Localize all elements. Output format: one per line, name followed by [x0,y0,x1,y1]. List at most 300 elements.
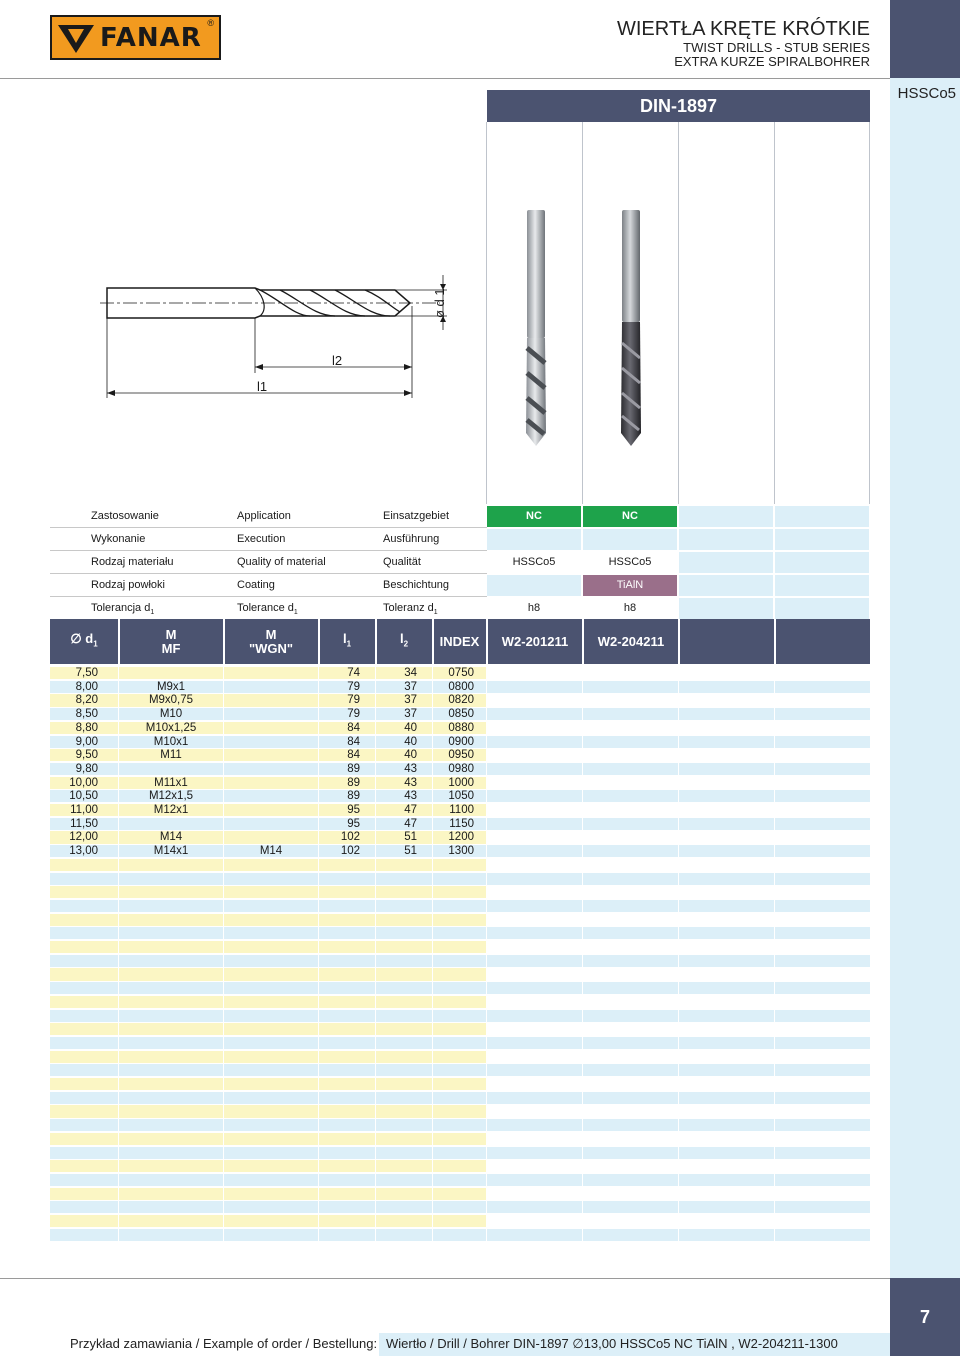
table-header [50,619,870,664]
cell-wgn [224,749,318,763]
cell-mf: M14 [159,831,183,844]
row-cell-bg [775,1023,870,1035]
row-cell-bg [487,927,582,939]
cell-index: 1300 [448,845,474,858]
material-tab[interactable]: HSSCo5 [897,85,956,102]
row-cell-bg [376,1133,432,1145]
row-cell-bg [50,927,118,939]
table-row [50,1133,870,1147]
table-row [50,1023,870,1037]
row-cell-bg [487,722,582,734]
table-row [50,831,870,845]
row-cell-bg [376,955,432,967]
row-cell-bg [775,873,870,885]
row-cell-bg [679,873,774,885]
row-cell-bg [775,763,870,775]
title-de: EXTRA KURZE SPIRALBOHRER [674,54,870,69]
row-cell-bg [775,1010,870,1022]
cell-index: 0750 [448,667,474,679]
row-cell-bg [487,1092,582,1104]
row-cell-bg [319,1133,375,1145]
table-row [50,1051,870,1065]
table-row [50,873,870,887]
row-cell-bg [583,1215,678,1227]
row-cell-bg [487,1201,582,1213]
column-divider [678,122,679,504]
row-cell-bg [319,1010,375,1022]
table-row [50,790,870,804]
row-cell-bg [119,1051,223,1063]
row-cell-bg [679,1037,774,1049]
drill-photo-tialn [615,208,647,448]
row-cell-bg [319,1147,375,1159]
cell-wgn [224,818,318,832]
logo-v-icon [56,21,96,55]
table-row [50,1064,870,1078]
header-divider [678,619,680,664]
row-cell-bg [119,1215,223,1227]
table-row [50,859,870,873]
row-cell-bg [50,1188,118,1200]
empty-product-cell [679,552,773,573]
row-cell-bg [433,900,486,912]
cell-wgn: M14 [259,845,283,858]
row-cell-bg [50,996,118,1008]
header-d1: ∅ $d_1$ [70,630,98,649]
cell-index: 0880 [448,721,474,734]
row-cell-bg [224,1147,318,1159]
row-cell-bg [679,955,774,967]
product-property-value [583,529,677,550]
table-row [50,927,870,941]
row-cell-bg [50,1051,118,1063]
row-cell-bg [224,873,318,885]
row-cell-bg [487,968,582,980]
cell-mf: M10x1 [153,735,189,748]
product-property-value: h8 [583,598,677,619]
cell-l2: 47 [404,804,417,816]
fanar-logo [50,15,221,60]
row-cell-bg [487,1064,582,1076]
row-cell-bg [775,996,870,1008]
row-cell-bg [50,1174,118,1186]
row-cell-bg [119,873,223,885]
column-divider [869,122,870,504]
row-cell-bg [224,1051,318,1063]
row-cell-bg [376,927,432,939]
row-cell-bg [433,1037,486,1049]
row-cell-bg [376,1051,432,1063]
cell-d1: 10,00 [69,776,98,789]
row-cell-bg [376,1105,432,1117]
cell-l2: 34 [404,667,417,679]
empty-product-cell [775,506,869,527]
row-cell-bg [487,873,582,885]
row-cell-bg [583,968,678,980]
table-row [50,996,870,1010]
page-number: 7 [919,1307,930,1327]
cell-d1: 11,50 [70,817,98,830]
property-label-en: Application [237,510,291,522]
property-label-en: Execution [237,533,286,545]
cell-l2: 37 [404,680,417,693]
row-cell-bg [376,1010,432,1022]
row-cell-bg [376,1174,432,1186]
row-cell-bg [487,982,582,994]
table-row [50,1201,870,1215]
row-cell-bg [679,1023,774,1035]
row-cell-bg [319,873,375,885]
row-cell-bg [487,900,582,912]
row-cell-bg [583,1037,678,1049]
row-cell-bg [224,859,318,871]
row-cell-bg [433,941,486,953]
row-cell-bg [775,818,870,830]
row-cell-bg [775,1133,870,1145]
row-cell-bg [487,790,582,802]
row-cell-bg [679,996,774,1008]
row-cell-bg [679,763,774,775]
cell-d1: 8,80 [75,721,98,734]
cell-l1: 84 [347,749,360,762]
row-cell-bg [679,790,774,802]
row-cell-bg [775,927,870,939]
empty-product-cell [775,529,869,550]
empty-product-cell [775,575,869,596]
row-cell-bg [583,722,678,734]
cell-index: 1050 [448,790,474,803]
cell-index: 0850 [448,708,474,721]
table-row [50,900,870,914]
row-cell-bg [775,681,870,693]
product-property-value: NC [487,506,581,527]
cell-l1: 79 [347,680,360,693]
row-cell-bg [319,914,375,926]
product-property-value [487,575,581,596]
row-cell-bg [433,1229,486,1241]
header-rule [0,78,890,79]
row-cell-bg [224,996,318,1008]
row-cell-bg [319,968,375,980]
row-cell-bg [119,886,223,898]
row-cell-bg [319,900,375,912]
row-cell-bg [679,1119,774,1131]
table-row [50,1147,870,1161]
cell-wgn [224,804,318,818]
property-text: Toleranz d [383,602,434,614]
row-cell-bg [433,996,486,1008]
row-cell-bg [376,1188,432,1200]
cell-mf: M11x1 [154,776,188,789]
product-property-value: HSSCo5 [583,552,677,573]
row-cell-bg [679,1215,774,1227]
row-cell-bg [775,736,870,748]
row-cell-bg [583,1229,678,1241]
row-cell-bg [775,886,870,898]
footer-rule [0,1278,890,1279]
row-cell-bg [50,1023,118,1035]
row-cell-bg [319,982,375,994]
row-cell-bg [487,1078,582,1090]
table-row [50,1010,870,1024]
row-cell-bg [775,1105,870,1117]
row-cell-bg [376,1147,432,1159]
row-cell-bg [775,804,870,816]
cell-index: 0820 [448,694,474,707]
row-cell-bg [487,777,582,789]
row-cell-bg [119,1229,223,1241]
row-cell-bg [50,1010,118,1022]
table-row [50,1078,870,1092]
row-cell-bg [679,1160,774,1172]
table-row [50,914,870,928]
row-cell-bg [487,1010,582,1022]
cell-wgn [224,694,318,708]
row-cell-bg [583,1064,678,1076]
row-cell-bg [583,927,678,939]
row-cell-bg [319,1201,375,1213]
row-cell-bg [487,1147,582,1159]
row-cell-bg [583,914,678,926]
row-cell-bg [433,955,486,967]
cell-wgn [224,681,318,695]
row-cell-bg [433,1078,486,1090]
cell-d1: 8,00 [75,680,98,693]
row-cell-bg [319,1051,375,1063]
empty-product-cell [679,506,773,527]
cell-wgn [224,722,318,736]
cell-d1: 8,20 [75,694,98,707]
cell-l2: 43 [404,790,417,803]
row-cell-bg [487,804,582,816]
row-cell-bg [487,886,582,898]
row-cell-bg [583,1023,678,1035]
row-cell-bg [583,1010,678,1022]
row-cell-bg [224,914,318,926]
row-cell-bg [775,1078,870,1090]
row-cell-bg [487,1051,582,1063]
cell-l1: 89 [347,776,360,789]
row-cell-bg [119,968,223,980]
table-row [50,667,870,681]
header-l2: $l_2$ [399,630,409,649]
row-cell-bg [487,996,582,1008]
table-row [50,1229,870,1243]
row-cell-bg [775,1064,870,1076]
row-cell-bg [224,1078,318,1090]
row-cell-bg [487,955,582,967]
product-property-value: HSSCo5 [487,552,581,573]
cell-mf: M10x1,25 [145,721,197,734]
header-l1: $l_1$ [342,630,352,649]
row-cell-bg [775,968,870,980]
order-example-value: Wiertło / Drill / Bohrer DIN-1897 ∅13,00 HSSCo5 NC TiAlN , W2-204211-1300 [386,1336,838,1351]
property-subscript: 1 [150,609,155,617]
cell-mf: M12x1 [153,804,189,816]
row-cell-bg [775,1037,870,1049]
row-cell-bg [433,1201,486,1213]
row-cell-bg [50,886,118,898]
row-cell-bg [583,845,678,857]
row-cell-bg [376,1078,432,1090]
row-cell-bg [487,1188,582,1200]
row-cell-bg [224,955,318,967]
row-cell-bg [583,790,678,802]
row-cell-bg [775,1215,870,1227]
cell-l2: 51 [404,845,417,858]
table-row [50,1174,870,1188]
row-cell-bg [224,982,318,994]
row-cell-bg [775,694,870,706]
cell-l2: 40 [404,735,417,748]
cell-mf [119,763,223,777]
registered-mark: ® [207,18,214,28]
row-cell-bg [679,818,774,830]
row-cell-bg [487,736,582,748]
cell-d1: 9,00 [75,735,98,748]
table-row [50,1092,870,1106]
row-cell-bg [433,1010,486,1022]
row-cell-bg [119,955,223,967]
header-m-mf: M MF [161,626,181,656]
row-cell-bg [50,941,118,953]
row-cell-bg [376,1160,432,1172]
row-cell-bg [775,1174,870,1186]
row-cell-bg [487,1105,582,1117]
row-cell-bg [583,886,678,898]
row-cell-bg [50,1092,118,1104]
row-cell-bg [50,982,118,994]
row-cell-bg [376,900,432,912]
table-row [50,845,870,859]
cell-d1: 10,50 [69,790,98,803]
row-cell-bg [583,1174,678,1186]
row-cell-bg [679,804,774,816]
row-cell-bg [50,968,118,980]
row-cell-bg [583,749,678,761]
row-cell-bg [50,914,118,926]
cell-l1: 84 [347,735,360,748]
row-cell-bg [50,1160,118,1172]
cell-l2: 37 [404,694,417,707]
row-cell-bg [775,1051,870,1063]
table-row [50,1105,870,1119]
row-cell-bg [319,1174,375,1186]
row-cell-bg [775,1229,870,1241]
cell-index: 1100 [449,804,474,816]
row-cell-bg [119,941,223,953]
cell-wgn [224,763,318,777]
row-cell-bg [433,1119,486,1131]
row-cell-bg [433,886,486,898]
header-divider [223,619,225,664]
cell-d1: 9,80 [75,762,98,775]
order-example-label: Przykład zamawiania / Example of order / Bestellung: [70,1336,378,1351]
cell-index: 0900 [448,735,474,748]
row-cell-bg [119,1078,223,1090]
cell-d1: 12,00 [69,831,98,844]
row-cell-bg [376,1023,432,1035]
row-cell-bg [679,1229,774,1241]
row-cell-bg [319,1229,375,1241]
row-cell-bg [679,1147,774,1159]
row-cell-bg [679,1105,774,1117]
row-cell-bg [679,941,774,953]
row-cell-bg [224,1215,318,1227]
row-cell-bg [376,1215,432,1227]
property-label-pl: Rodzaj materiału [91,556,174,568]
row-cell-bg [679,845,774,857]
row-cell-bg [583,804,678,816]
row-cell-bg [376,1037,432,1049]
property-text: Tolerancja d [91,602,151,614]
standard-bar: DIN-1897 [487,90,870,122]
header-divider [432,619,434,664]
header-divider [774,619,776,664]
row-cell-bg [376,968,432,980]
cell-mf [119,818,223,832]
cell-d1: 8,50 [75,708,98,721]
row-cell-bg [319,1119,375,1131]
cell-l1: 102 [340,831,360,844]
row-cell-bg [433,927,486,939]
property-label-de: Einsatzgebiet [383,510,450,522]
row-cell-bg [50,1215,118,1227]
row-cell-bg [679,777,774,789]
empty-product-cell [679,598,773,619]
row-cell-bg [775,1147,870,1159]
column-divider [774,122,775,504]
row-cell-bg [679,968,774,980]
row-cell-bg [376,914,432,926]
header-code-2: W2-204211 [597,633,665,649]
row-cell-bg [583,941,678,953]
row-cell-bg [679,1133,774,1145]
row-cell-bg [583,955,678,967]
row-cell-bg [319,927,375,939]
row-cell-bg [679,749,774,761]
cell-mf: M9x0,75 [148,694,194,707]
property-label-pl: Wykonanie [91,533,146,545]
row-cell-bg [319,1215,375,1227]
cell-wgn [224,790,318,804]
property-label-de: Beschichtung [383,579,450,591]
row-cell-bg [487,1174,582,1186]
header-m-wgn: M "WGN" [248,626,294,656]
row-cell-bg [679,708,774,720]
cell-mf: M10 [159,708,183,721]
row-cell-bg [376,1064,432,1076]
row-cell-bg [50,1147,118,1159]
row-cell-bg [119,982,223,994]
cell-mf: M11 [160,749,182,762]
cell-mf: M14x1 [153,845,189,858]
property-label-de: Qualität [383,556,421,568]
header-divider [375,619,377,664]
row-cell-bg [775,831,870,843]
table-row [50,804,870,818]
row-cell-bg [224,1105,318,1117]
row-cell-bg [487,681,582,693]
row-cell-bg [224,1133,318,1145]
row-cell-bg [119,1160,223,1172]
column-divider [486,122,487,504]
row-cell-bg [224,886,318,898]
row-cell-bg [583,859,678,871]
row-cell-bg [775,1188,870,1200]
row-cell-bg [224,1010,318,1022]
cell-l1: 89 [347,762,360,775]
